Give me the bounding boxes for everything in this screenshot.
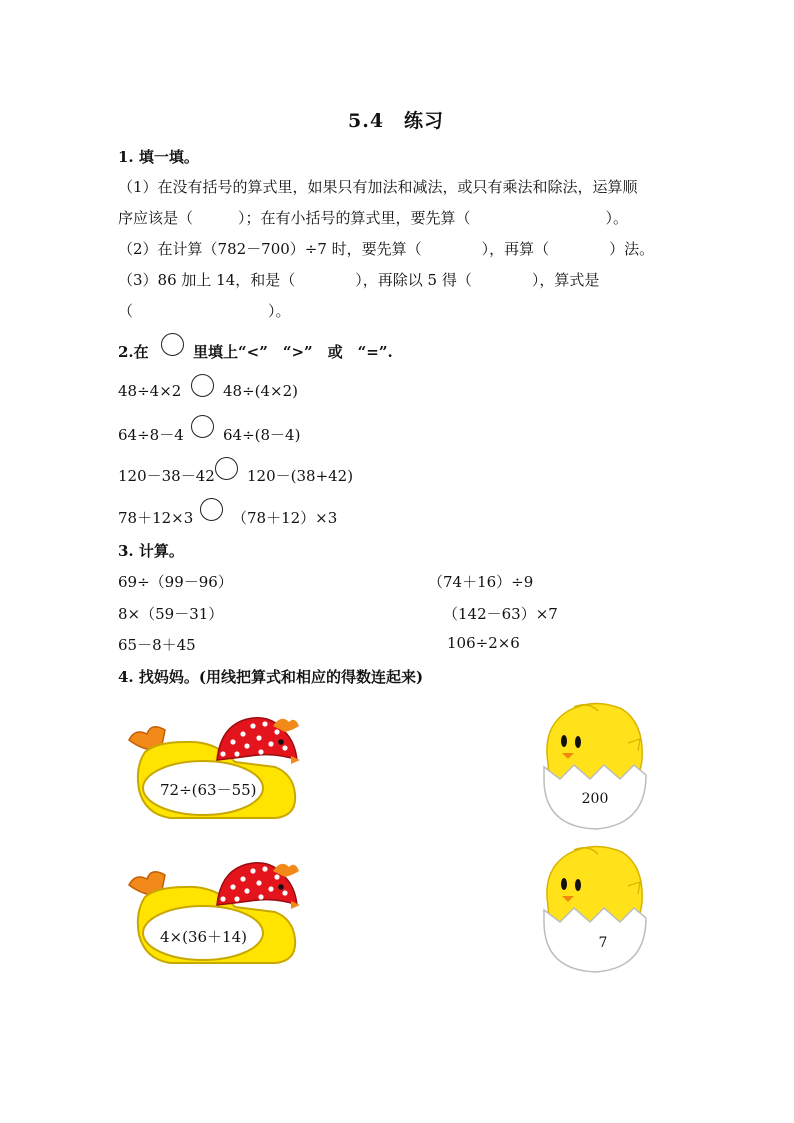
compare-circle-2[interactable]	[191, 415, 214, 438]
compare-right-3: 120－(38+42)	[247, 467, 354, 485]
calc-left-2: 8×（59－31）	[118, 605, 224, 623]
q1-heading: 1. 填一填。	[118, 148, 199, 166]
compare-right-2: 64÷(8－4)	[223, 426, 301, 444]
calc-left-3: 65－8＋45	[118, 636, 196, 654]
q2-heading-pre: 2.在	[118, 343, 149, 361]
hen-illustration-1[interactable]	[125, 712, 300, 827]
calc-right-1: （74＋16）÷9	[428, 573, 534, 591]
calc-right-3: 106÷2×6	[447, 634, 520, 652]
compare-left-2: 64÷8－4	[118, 426, 184, 444]
chick-number-1: 200	[581, 791, 609, 807]
chick-number-2: 7	[598, 935, 608, 951]
q3-heading: 3. 计算。	[118, 542, 184, 560]
compare-left-4: 78＋12×3	[118, 509, 194, 527]
chick-illustration-2[interactable]	[538, 840, 650, 978]
chick-illustration-1[interactable]	[538, 697, 650, 835]
compare-left-1: 48÷4×2	[118, 382, 182, 400]
q2-heading-post: 里填上“<” “>” 或 “=”.	[193, 343, 393, 361]
q1-line-2: 序应该是（ ）；在有小括号的算式里，要先算（ ）。	[118, 209, 629, 227]
calc-right-2: （142－63）×7	[443, 605, 558, 623]
compare-circle-1[interactable]	[191, 374, 214, 397]
compare-right-4: （78＋12）×3	[232, 509, 338, 527]
q2-heading-circle	[161, 333, 184, 356]
compare-right-1: 48÷(4×2)	[223, 382, 299, 400]
compare-circle-3[interactable]	[215, 457, 238, 480]
compare-left-3: 120－38－42	[118, 467, 215, 485]
q4-heading: 4. 找妈妈。(用线把算式和相应的得数连起来)	[118, 668, 424, 686]
q1-line-1: （1）在没有括号的算式里，如果只有加法和减法，或只有乘法和除法，运算顺	[118, 178, 638, 196]
hen-expression-1: 72÷(63－55)	[160, 781, 257, 799]
calc-left-1: 69÷（99－96）	[118, 573, 233, 591]
compare-circle-4[interactable]	[200, 498, 223, 521]
q1-line-4: （3）86 加上 14，和是（ ），再除以 5 得（ ），算式是	[118, 271, 600, 289]
hen-expression-2: 4×(36＋14)	[160, 928, 247, 946]
hen-illustration-2[interactable]	[125, 857, 300, 972]
q1-line-3: （2）在计算（782－700）÷7 时，要先算（ ），再算（ ）法。	[118, 240, 655, 258]
q1-line-5: （ ）。	[118, 302, 291, 320]
page-title: 5.4 练习	[348, 110, 445, 132]
